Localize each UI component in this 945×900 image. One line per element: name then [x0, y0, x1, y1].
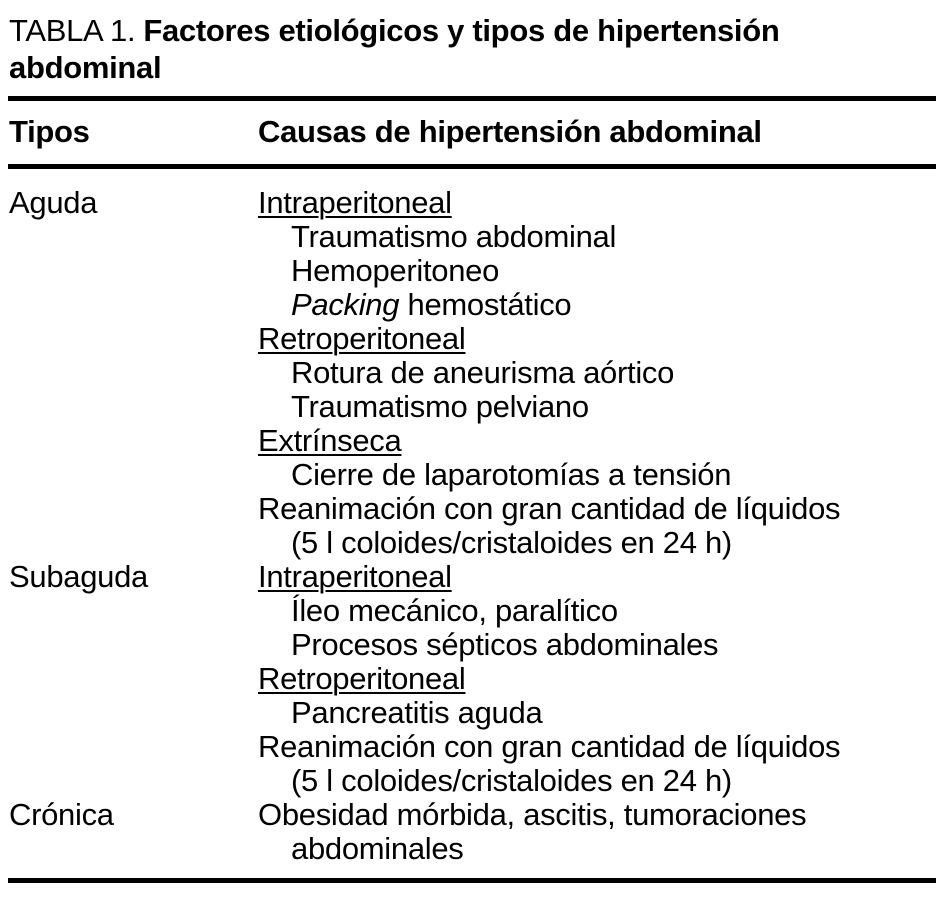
cause-segment: (5 l coloides/cristaloides en 24 h)	[291, 525, 732, 560]
cause-segment: Intraperitoneal	[258, 185, 452, 220]
header-col-tipos: Tipos	[9, 114, 90, 149]
row-type-label: Aguda	[9, 185, 98, 220]
cause-line	[258, 424, 935, 458]
header-rule	[8, 164, 936, 169]
cause-segment: hemostático	[399, 287, 572, 322]
caption-label: TABLA 1.	[9, 13, 136, 48]
cause-segment: Retroperitoneal	[258, 321, 466, 356]
cause-segment: Pancreatitis aguda	[291, 695, 543, 730]
cause-line	[258, 220, 935, 254]
cause-line	[258, 458, 935, 492]
row-type-label: Crónica	[9, 797, 114, 832]
cause-line	[258, 764, 935, 798]
header-row	[0, 114, 945, 150]
caption-title-line1: Factores etiológicos y tipos de hipertensión	[143, 13, 780, 48]
cause-line	[258, 594, 935, 628]
row-causes	[258, 186, 935, 560]
cause-segment-italic: Packing	[291, 287, 400, 322]
bottom-rule	[8, 878, 936, 883]
cause-line	[258, 560, 935, 594]
cause-line	[258, 288, 935, 322]
cause-segment: Procesos sépticos abdominales	[291, 627, 719, 662]
cause-line	[258, 628, 935, 662]
cause-segment: Traumatismo pelviano	[291, 389, 589, 424]
cause-segment: Obesidad mórbida, ascitis, tumoraciones	[258, 797, 807, 832]
cause-segment: Reanimación con gran cantidad de líquidos	[258, 729, 841, 764]
cause-segment: abdominales	[291, 831, 464, 866]
cause-line	[258, 254, 935, 288]
row-type-label: Subaguda	[9, 559, 148, 594]
cause-segment: Hemoperitoneo	[291, 253, 500, 288]
cause-segment: Extrínseca	[258, 423, 402, 458]
table-caption	[0, 0, 945, 86]
cause-segment: Reanimación con gran cantidad de líquidos	[258, 491, 841, 526]
cause-line	[258, 730, 935, 764]
cause-line	[258, 526, 935, 560]
cause-segment: Cierre de laparotomías a tensión	[291, 457, 732, 492]
cause-line	[258, 356, 935, 390]
table-row	[0, 186, 945, 560]
cause-segment: Traumatismo abdominal	[291, 219, 617, 254]
cause-line	[258, 492, 935, 526]
cause-line	[258, 696, 935, 730]
table-body	[0, 186, 945, 866]
cause-segment: Rotura de aneurisma aórtico	[291, 355, 675, 390]
cause-segment: Íleo mecánico, paralítico	[291, 593, 618, 628]
cause-segment: (5 l coloides/cristaloides en 24 h)	[291, 763, 732, 798]
table-row	[0, 798, 945, 866]
cause-segment: Retroperitoneal	[258, 661, 466, 696]
row-causes	[258, 798, 935, 866]
cause-line	[258, 662, 935, 696]
cause-line	[258, 798, 935, 832]
row-causes	[258, 560, 935, 798]
cause-line	[258, 186, 935, 220]
cause-line	[258, 390, 935, 424]
cause-line	[258, 832, 935, 866]
top-rule	[8, 96, 936, 101]
caption-title-line2: abdominal	[9, 50, 162, 85]
cause-segment: Intraperitoneal	[258, 559, 452, 594]
table-row	[0, 560, 945, 798]
cause-line	[258, 322, 935, 356]
header-col-causas: Causas de hipertensión abdominal	[258, 114, 762, 149]
